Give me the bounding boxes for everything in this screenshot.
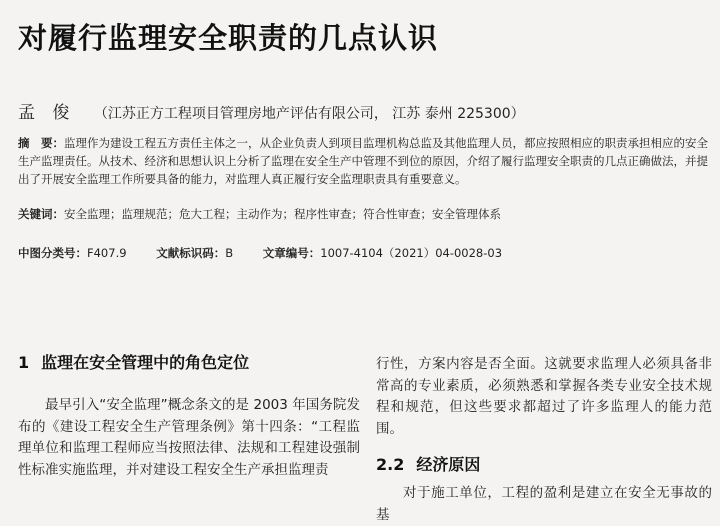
- section-2-2-heading: [376, 452, 712, 475]
- left-column: [18, 350, 360, 481]
- section-2-2-title: 经济原因: [416, 455, 481, 474]
- abstract: [18, 134, 710, 188]
- document-code: [156, 246, 233, 260]
- keywords-text: 安全监理；监理规范；危大工程；主动作为；程序性审查；符合性审查；安全管理体系: [64, 207, 501, 221]
- section-1-body: 最早引入“安全监理”概念条文的是 2003 年国务院发布的《建设工程安全生产管理条例》第十四条：“工程监理单位和监理工程师应当按照法律、法规和工程建设强制性标准实施监理，并对建设工程安全生产承担监理责: [18, 397, 360, 478]
- section-1-number: 1: [18, 353, 30, 372]
- section-2-2-body: 对于施工单位，工程的盈利是建立在安全无事故的基: [376, 485, 712, 523]
- classification-line: [18, 245, 528, 261]
- right-column: [376, 354, 712, 526]
- continued-paragraph: 行性，方案内容是否全面。这就要求监理人必须具备非常高的专业素质，必须熟悉和掌握各类专业安全技术规程和规范，但这些要求都超过了许多监理人的能力范围。: [376, 356, 712, 437]
- section-2-2-number: 2.2: [376, 455, 405, 474]
- author-affiliation: （江苏正方工程项目管理房地产评估有限公司， 江苏 泰州 225300）: [93, 106, 525, 122]
- section-1-heading: [18, 350, 360, 373]
- article-value: 1007-4104（2021）04-0028-03: [320, 246, 503, 260]
- doc-label: 文献标识码：: [156, 246, 226, 260]
- article-title: 对履行监理安全职责的几点认识: [18, 21, 439, 55]
- abstract-text: 监理作为建设工程五方责任主体之一，从企业负责人到项目监理机构总监及其他监理人员，都应按照相应的职责承担相应的安全生产监理责任。从技术、经济和思想认识上分析了监理在安全生产中管理不到位的原因，介绍了履行监理安全职责的几点正确做法，并提出了开展安全监理工作所要具备的能力，对监理人真正履行安全监理职责具有重要意义。: [18, 136, 708, 186]
- doc-value: B: [225, 246, 234, 260]
- author-line: [18, 98, 525, 123]
- article-number: [263, 246, 502, 260]
- author-name: 孟 俊: [18, 103, 76, 123]
- keywords: [18, 206, 710, 222]
- section-1-title: 监理在安全管理中的角色定位: [41, 353, 250, 372]
- keywords-label: 关键词：: [18, 207, 64, 221]
- clc-label: 中图分类号：: [18, 246, 87, 260]
- article-label: 文章编号：: [262, 246, 321, 260]
- clc-value: F407.9: [87, 246, 127, 260]
- abstract-label: 摘 要：: [18, 136, 64, 150]
- clc-number: [18, 246, 127, 260]
